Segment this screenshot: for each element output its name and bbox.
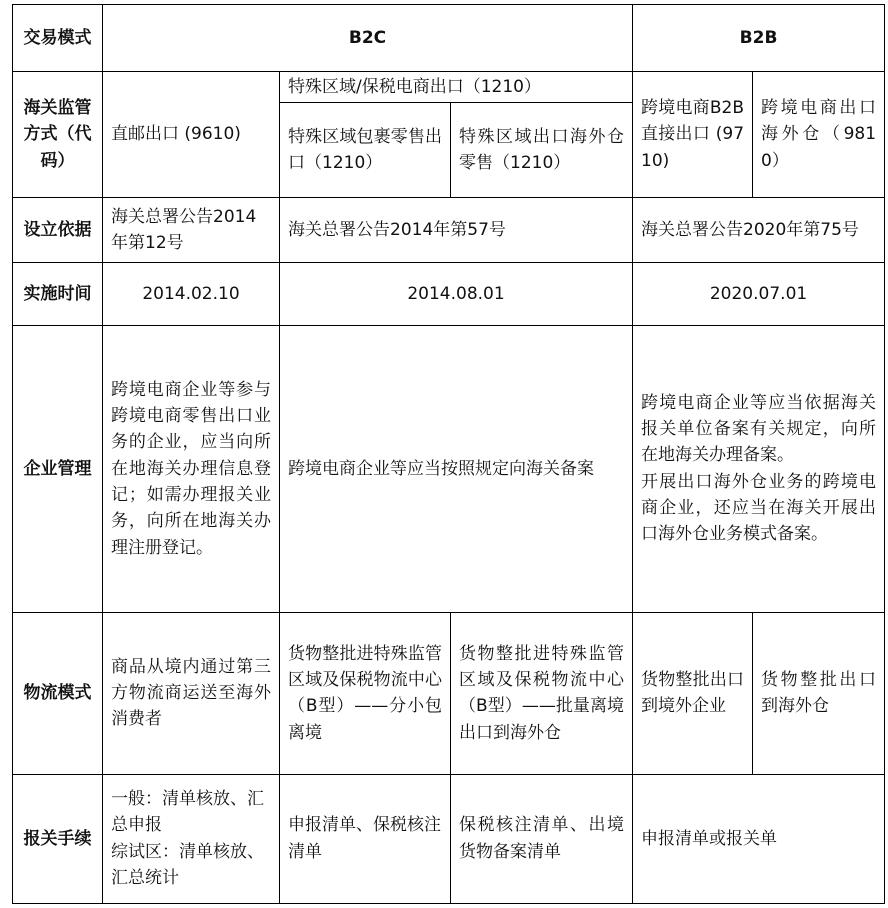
mode-special-overseas: 特殊区域出口海外仓零售（1210） bbox=[451, 103, 633, 198]
header-date: 实施时间 bbox=[13, 263, 103, 326]
logistics-b2b-direct: 货物整批出口到境外企业 bbox=[633, 612, 753, 774]
enterprise-special: 跨境电商企业等应当按照规定向海关备案 bbox=[280, 325, 633, 612]
logistics-special-parcel: 货物整批进特殊监管区域及保税物流中心（B型）——分小包离境 bbox=[280, 612, 451, 774]
header-procedure: 报关手续 bbox=[13, 774, 103, 903]
basis-b2b: 海关总署公告2020年第75号 bbox=[633, 198, 885, 263]
date-b2b: 2020.07.01 bbox=[633, 263, 885, 326]
header-trade-mode: 交易模式 bbox=[13, 5, 103, 72]
mode-direct-mail: 直邮出口 (9610) bbox=[103, 71, 280, 198]
row-basis bbox=[13, 198, 885, 263]
group-b2b: B2B bbox=[633, 5, 885, 72]
header-logistics: 物流模式 bbox=[13, 612, 103, 774]
row-date bbox=[13, 263, 885, 326]
date-direct: 2014.02.10 bbox=[103, 263, 280, 326]
procedure-special-overseas: 保税核注清单、出境货物备案清单 bbox=[451, 774, 633, 903]
procedure-b2b: 申报清单或报关单 bbox=[633, 774, 885, 903]
logistics-b2b-warehouse: 货物整批出口到海外仓 bbox=[753, 612, 885, 774]
header-enterprise: 企业管理 bbox=[13, 325, 103, 612]
mode-b2b-warehouse: 跨境电商出口海外仓（9810） bbox=[753, 71, 885, 198]
enterprise-direct: 跨境电商企业等参与跨境电商零售出口业务的企业，应当向所在地海关办理信息登记；如需办理报关业务，向所在地海关办理注册登记。 bbox=[103, 325, 280, 612]
row-trade-mode bbox=[13, 5, 885, 72]
group-b2c: B2C bbox=[103, 5, 633, 72]
basis-special: 海关总署公告2014年第57号 bbox=[280, 198, 633, 263]
mode-special-parcel: 特殊区域包裹零售出口（1210） bbox=[280, 103, 451, 198]
procedure-direct: 一般：清单核放、汇总申报 综试区：清单核放、汇总统计 bbox=[103, 774, 280, 903]
mode-b2b-direct: 跨境电商B2B直接出口 (9710) bbox=[633, 71, 753, 198]
logistics-direct: 商品从境内通过第三方物流商运送至海外消费者 bbox=[103, 612, 280, 774]
row-enterprise bbox=[13, 325, 885, 612]
enterprise-b2b: 跨境电商企业等应当依据海关报关单位备案有关规定，向所在地海关办理备案。 开展出口海外仓业务的跨境电商企业，还应当在海关开展出口海外仓业务模式备案。 bbox=[633, 325, 885, 612]
header-basis: 设立依据 bbox=[13, 198, 103, 263]
row-customs-mode-a bbox=[13, 71, 885, 103]
procedure-special-parcel: 申报清单、保税核注清单 bbox=[280, 774, 451, 903]
header-customs-mode: 海关监管方式（代码） bbox=[13, 71, 103, 198]
basis-direct: 海关总署公告2014年第12号 bbox=[103, 198, 280, 263]
date-special: 2014.08.01 bbox=[280, 263, 633, 326]
customs-modes-table bbox=[12, 4, 885, 904]
row-procedure bbox=[13, 774, 885, 903]
mode-special-group: 特殊区域/保税电商出口（1210） bbox=[280, 71, 633, 103]
logistics-special-overseas: 货物整批进特殊监管区域及保税物流中心（B型）——批量离境出口到海外仓 bbox=[451, 612, 633, 774]
row-logistics bbox=[13, 612, 885, 774]
